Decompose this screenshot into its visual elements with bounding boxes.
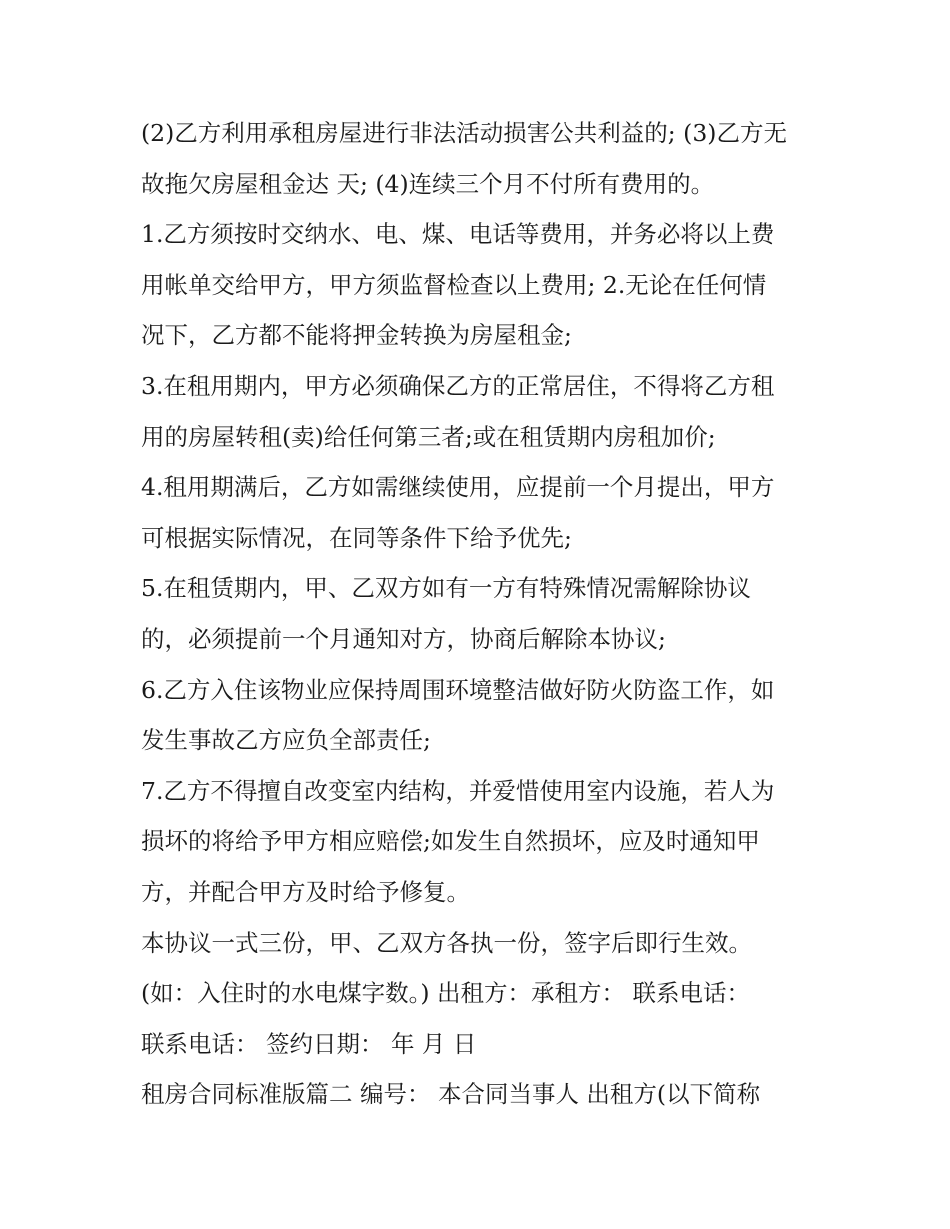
text-line-4: 用帐单交给甲方，甲方须监督检查以上费用; 2.无论在任何情 [141, 270, 767, 299]
text-line-17: 本协议一式三份，甲、乙双方各执一份，签字后即行生效。 [141, 928, 752, 957]
text-line-8: 4.租用期满后，乙方如需继续使用，应提前一个月提出，甲方 [141, 473, 775, 502]
text-line-16: 方，并配合甲方及时给予修复。 [141, 877, 470, 906]
text-line-11: 的，必须提前一个月通知对方，协商后解除本协议; [141, 624, 666, 653]
contract-text [141, 108, 821, 1120]
text-line-9: 可根据实际情况，在同等条件下给予优先; [141, 523, 572, 552]
text-line-3: 1.乙方须按时交纳水、电、煤、电话等费用，并务必将以上费 [141, 220, 775, 249]
text-line-12: 6.乙方入住该物业应保持周围环境整洁做好防火防盗工作，如 [141, 675, 775, 704]
text-line-13: 发生事故乙方应负全部责任; [141, 726, 431, 755]
text-line-10: 5.在租赁期内，甲、乙双方如有一方有特殊情况需解除协议 [141, 574, 751, 603]
text-line-18: (如：入住时的水电煤字数。) 出租方：承租方： 联系电话： [141, 979, 751, 1008]
text-line-15: 损坏的将给予甲方相应赔偿;如发生自然损坏，应及时通知甲 [141, 827, 760, 856]
text-line-7: 用的房屋转租(卖)给任何第三者;或在租赁期内房租加价; [141, 422, 716, 451]
text-line-6: 3.在租用期内，甲方必须确保乙方的正常居住，不得将乙方租 [141, 371, 775, 400]
text-line-19: 联系电话： 签约日期： 年 月 日 [141, 1029, 477, 1058]
text-line-1: (2)乙方利用承租房屋进行非法活动损害公共利益的; (3)乙方无 [141, 119, 787, 147]
text-line-14: 7.乙方不得擅自改变室内结构，并爱惜使用室内设施，若人为 [141, 776, 775, 805]
text-line-2: 故拖欠房屋租金达 天; (4)连续三个月不付所有费用的。 [141, 169, 715, 198]
text-line-20: 租房合同标准版篇二 编号： 本合同当事人 出租方(以下简称 [141, 1080, 761, 1109]
text-line-5: 况下，乙方都不能将押金转换为房屋租金; [141, 321, 572, 350]
